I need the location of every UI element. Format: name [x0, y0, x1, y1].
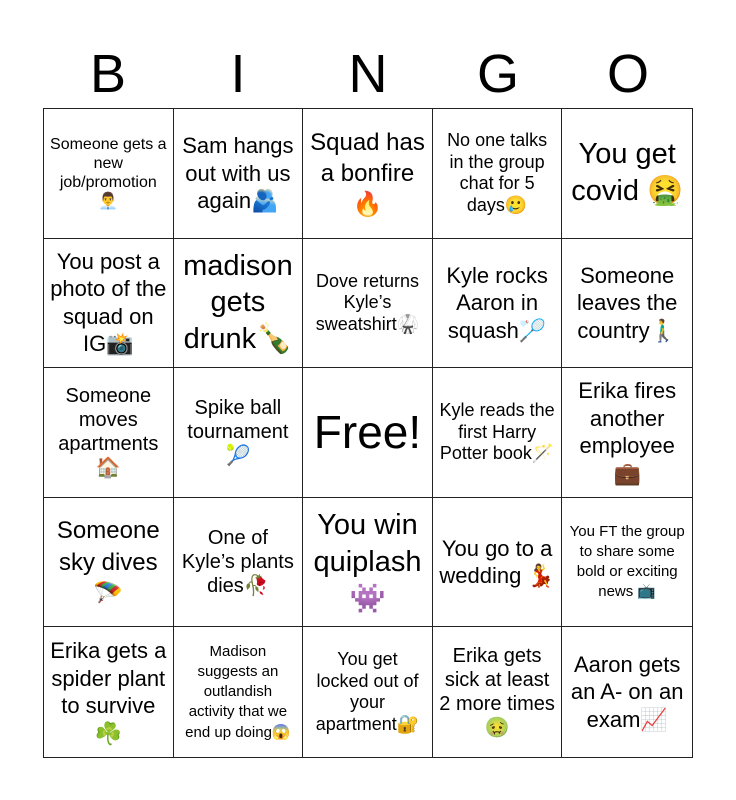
header-letter-n: N [348, 44, 388, 104]
bingo-cell[interactable]: Spike ball tournament 🎾 [174, 368, 304, 498]
bingo-cell[interactable]: Sam hangs out with us again🫂 [174, 109, 304, 239]
bingo-cell[interactable]: You get covid 🤮 [562, 109, 692, 239]
bingo-cell[interactable]: Erika gets a spider plant to survive☘️ [44, 627, 174, 757]
bingo-cell[interactable]: Someone sky dives 🪂 [44, 498, 174, 628]
bingo-cell[interactable]: madison gets drunk🍾 [174, 239, 304, 369]
bingo-cell[interactable]: Aaron gets an A- on an exam📈 [570, 651, 684, 732]
bingo-cell[interactable]: You post a photo of the squad on IG📸 [44, 239, 174, 369]
bingo-cell[interactable]: You get locked out of your apartment🔐 [303, 627, 433, 757]
header-letter-o: O [606, 44, 649, 104]
bingo-cell[interactable]: Dove returns Kyle’s sweatshirt🥋 [303, 239, 433, 369]
header-letter-b: B [89, 44, 127, 104]
bingo-cell[interactable]: You go to a wedding 💃 [433, 498, 563, 628]
header-letter-i: I [230, 44, 246, 104]
bingo-cell[interactable]: You win quiplash 👾 [303, 498, 433, 628]
bingo-cell[interactable]: You FT the group to share some bold or exciting news 📺 [562, 498, 692, 628]
bingo-cell[interactable]: Kyle rocks Aaron in squash🏸 [433, 239, 563, 369]
bingo-cell[interactable]: No one talks in the group chat for 5 days🥲 [433, 109, 563, 239]
bingo-header [43, 40, 693, 108]
bingo-cell[interactable]: Squad has a bonfire🔥 [303, 109, 433, 239]
bingo-board [43, 108, 693, 758]
bingo-cell[interactable]: Madison suggests an outlandish activity that we end up doing😱 [174, 627, 304, 757]
bingo-cell[interactable]: One of Kyle’s plants dies🥀 [174, 498, 304, 628]
bingo-cell[interactable]: Someone gets a new job/promotion 👨‍💼 [44, 109, 174, 239]
header-letter-g: G [476, 44, 519, 104]
bingo-cell[interactable]: Kyle reads the first Harry Potter book🪄 [433, 368, 563, 498]
free-space[interactable]: Free! [303, 368, 433, 498]
bingo-cell[interactable]: Erika fires another employee 💼 [562, 368, 692, 498]
bingo-cell[interactable]: Erika gets sick at least 2 more times🤢 [433, 627, 563, 757]
bingo-cell[interactable]: Someone leaves the country🚶‍♂️ [562, 239, 692, 369]
bingo-cell[interactable]: Someone moves apartments 🏠 [44, 368, 174, 498]
